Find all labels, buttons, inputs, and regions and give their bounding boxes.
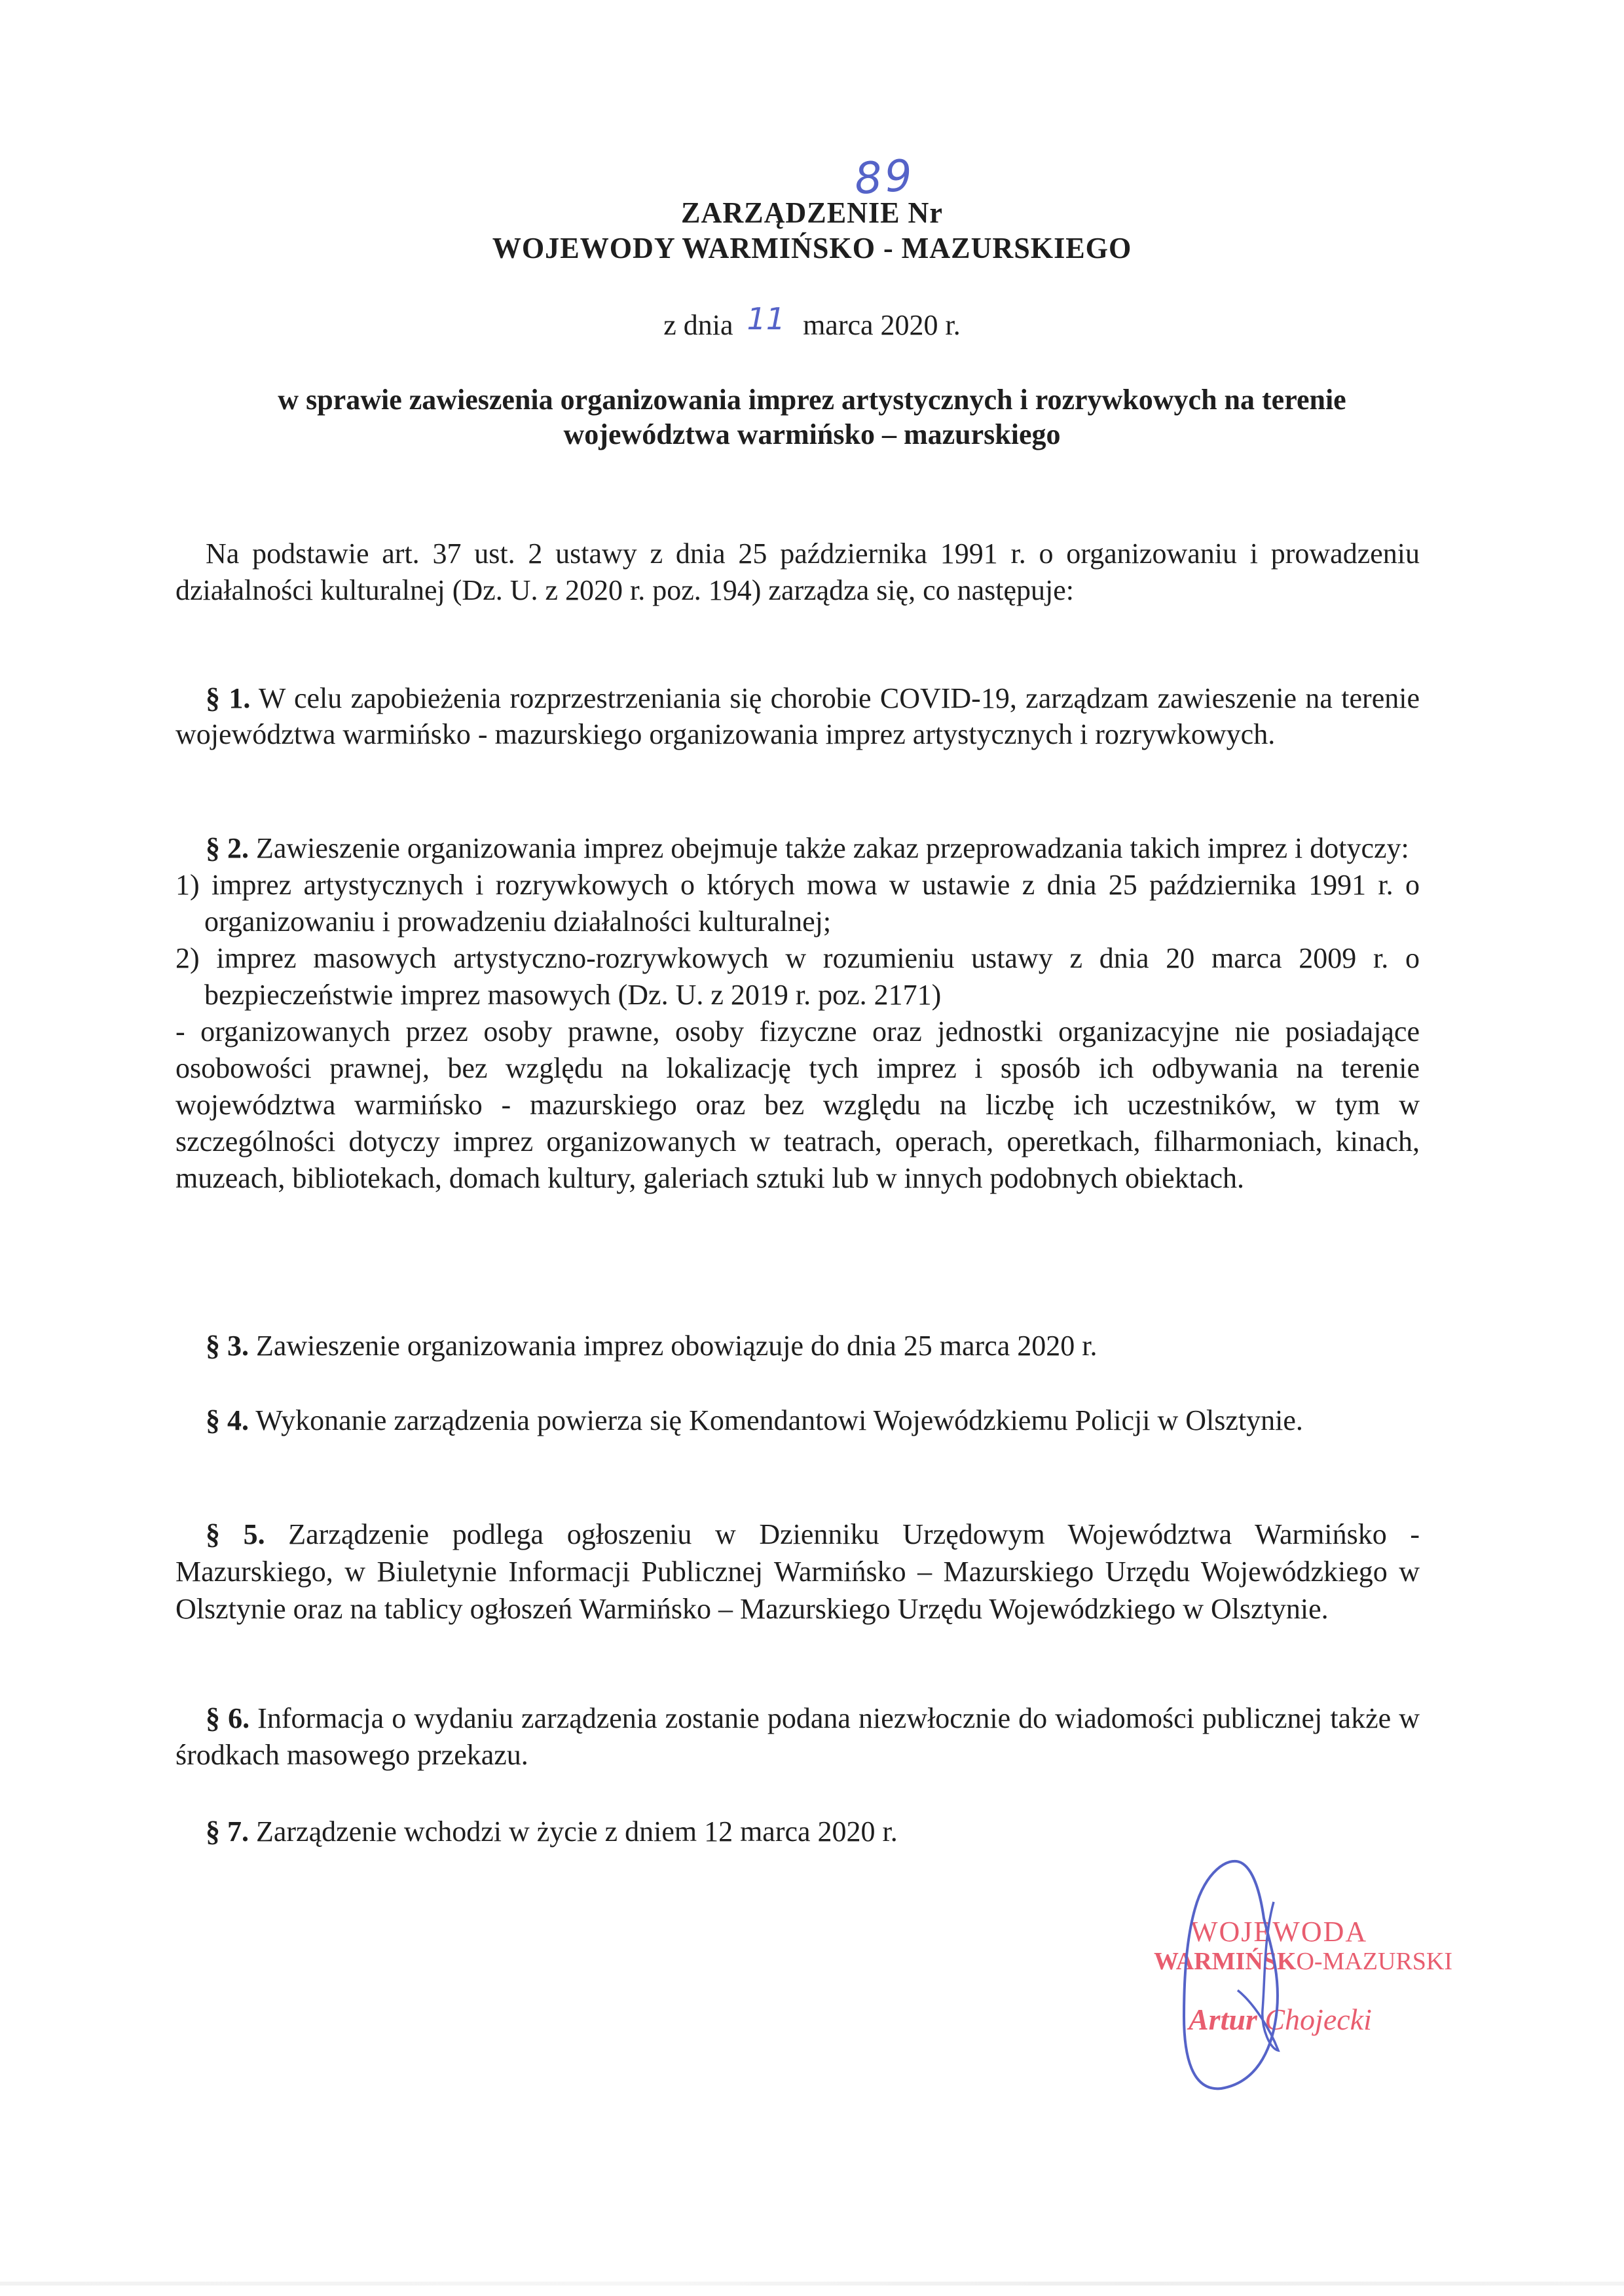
section-number: § 2. — [206, 832, 249, 864]
title-line-1: ZARZĄDZENIE Nr — [681, 196, 943, 229]
section-number: § 1. — [206, 682, 251, 714]
section-3 — [175, 1328, 1420, 1364]
section-6 — [175, 1700, 1420, 1774]
stamp-last-name: Chojecki — [1257, 2003, 1372, 2036]
section-closing: - organizowanych przez osoby prawne, osoby fizyczne oraz jednostki organizacyjne nie posiadające osobowości prawnej, bez względu na lokalizację tych imprez i sposób ich odbywania na terenie województwa warmińsko - mazurskiego oraz bez względu na liczbę ich uczestników, w tym w szczególności dotyczy imprez organizowanych w teatrach, operach, operetkach, filharmoniach, kinach, muzeach, bibliotekach, domach kultury, galeriach sztuki lub w innych podobnych obiektach. — [175, 1015, 1420, 1194]
stamp-signatory-name — [1189, 2002, 1372, 2037]
handwritten-signature-icon — [1113, 1846, 1506, 2121]
handwritten-day: 11 — [747, 301, 786, 337]
section-4 — [175, 1402, 1420, 1439]
section-number: § 7. — [206, 1815, 249, 1848]
subject-line-2: województwa warmińsko – mazurskiego — [563, 418, 1061, 450]
signature-stamp — [1113, 1846, 1506, 2121]
document-title — [33, 195, 1592, 230]
issuer-title: WOJEWODY WARMIŃSKO - MAZURSKIEGO — [492, 231, 1132, 264]
section-text: W celu zapobieżenia rozprzestrzeniania się chorobie COVID-19, zarządzam zawieszenie na terenie województwa warmińsko - mazurskiego organizowania imprez artystycznych i rozrywkowych. — [175, 682, 1420, 750]
stamp-region — [1154, 1947, 1452, 1976]
section-number: § 5. — [206, 1518, 265, 1550]
scan-edge-artifact — [0, 2282, 1624, 2286]
section-intro — [175, 830, 1420, 867]
section-number: § 4. — [206, 1404, 249, 1436]
section-text: Wykonanie zarządzenia powierza się Komendantowi Wojewódzkiemu Policji w Olsztynie. — [249, 1404, 1303, 1436]
section-text: Zawieszenie organizowania imprez obowiązuje do dnia 25 marca 2020 r. — [249, 1330, 1098, 1362]
section-text: Zarządzenie wchodzi w życie z dniem 12 marca 2020 r. — [249, 1815, 898, 1848]
section-number: § 6. — [206, 1702, 250, 1734]
section-5 — [175, 1516, 1420, 1628]
date-suffix: marca 2020 r. — [803, 309, 961, 341]
section-number: § 3. — [206, 1330, 249, 1362]
section-7 — [175, 1813, 1420, 1850]
handwritten-order-number: 89 — [853, 149, 917, 205]
issue-date — [0, 301, 1624, 342]
section-text: Zawieszenie organizowania imprez obejmuje także zakaz przeprowadzania takich imprez i dotyczy: — [249, 832, 1409, 864]
legal-basis-paragraph: Na podstawie art. 37 ust. 2 ustawy z dnia 25 października 1991 r. o organizowaniu i prowadzeniu działalności kulturalnej (Dz. U. z 2020 r. poz. 194) zarządza się, co następuje: — [175, 538, 1420, 606]
date-prefix: z dnia — [663, 309, 733, 341]
section-2 — [175, 830, 1420, 1197]
stamp-region-rest: O-MAZURSKI — [1296, 1948, 1453, 1975]
stamp-first-name: Artur — [1189, 2003, 1257, 2036]
stamp-region-bold: WARMIŃSK — [1154, 1948, 1297, 1975]
list-item: 1) imprez artystycznych i rozrywkowych o których mowa w ustawie z dnia 25 października 1991 r. o organizowaniu i prowadzeniu działalności kulturalnej; — [175, 869, 1420, 938]
stamp-title: WOJEWODA — [1190, 1916, 1368, 1948]
section-text: Zarządzenie podlega ogłoszeniu w Dzienniku Urzędowym Województwa Warmińsko - Mazurskiego, w Biuletynie Informacji Publicznej Warmińsko – Mazurskiego Urzędu Wojewódzkiego w Olsztynie oraz na tablicy ogłoszeń Warmińsko – Mazurskiego Urzędu Wojewódzkiego w Olsztynie. — [175, 1518, 1420, 1625]
list-item: 2) imprez masowych artystyczno-rozrywkowych w rozumieniu ustawy z dnia 20 marca 2009 r. o bezpieczeństwie imprez masowych (Dz. U. z 2019 r. poz. 2171) — [175, 942, 1420, 1011]
section-1 — [175, 680, 1420, 752]
section-text: Informacja o wydaniu zarządzenia zostanie podana niezwłocznie do wiadomości publicznej także w środkach masowego przekazu. — [175, 1702, 1420, 1771]
subject-line-1: w sprawie zawieszenia organizowania imprez artystycznych i rozrywkowych na terenie — [278, 384, 1346, 416]
